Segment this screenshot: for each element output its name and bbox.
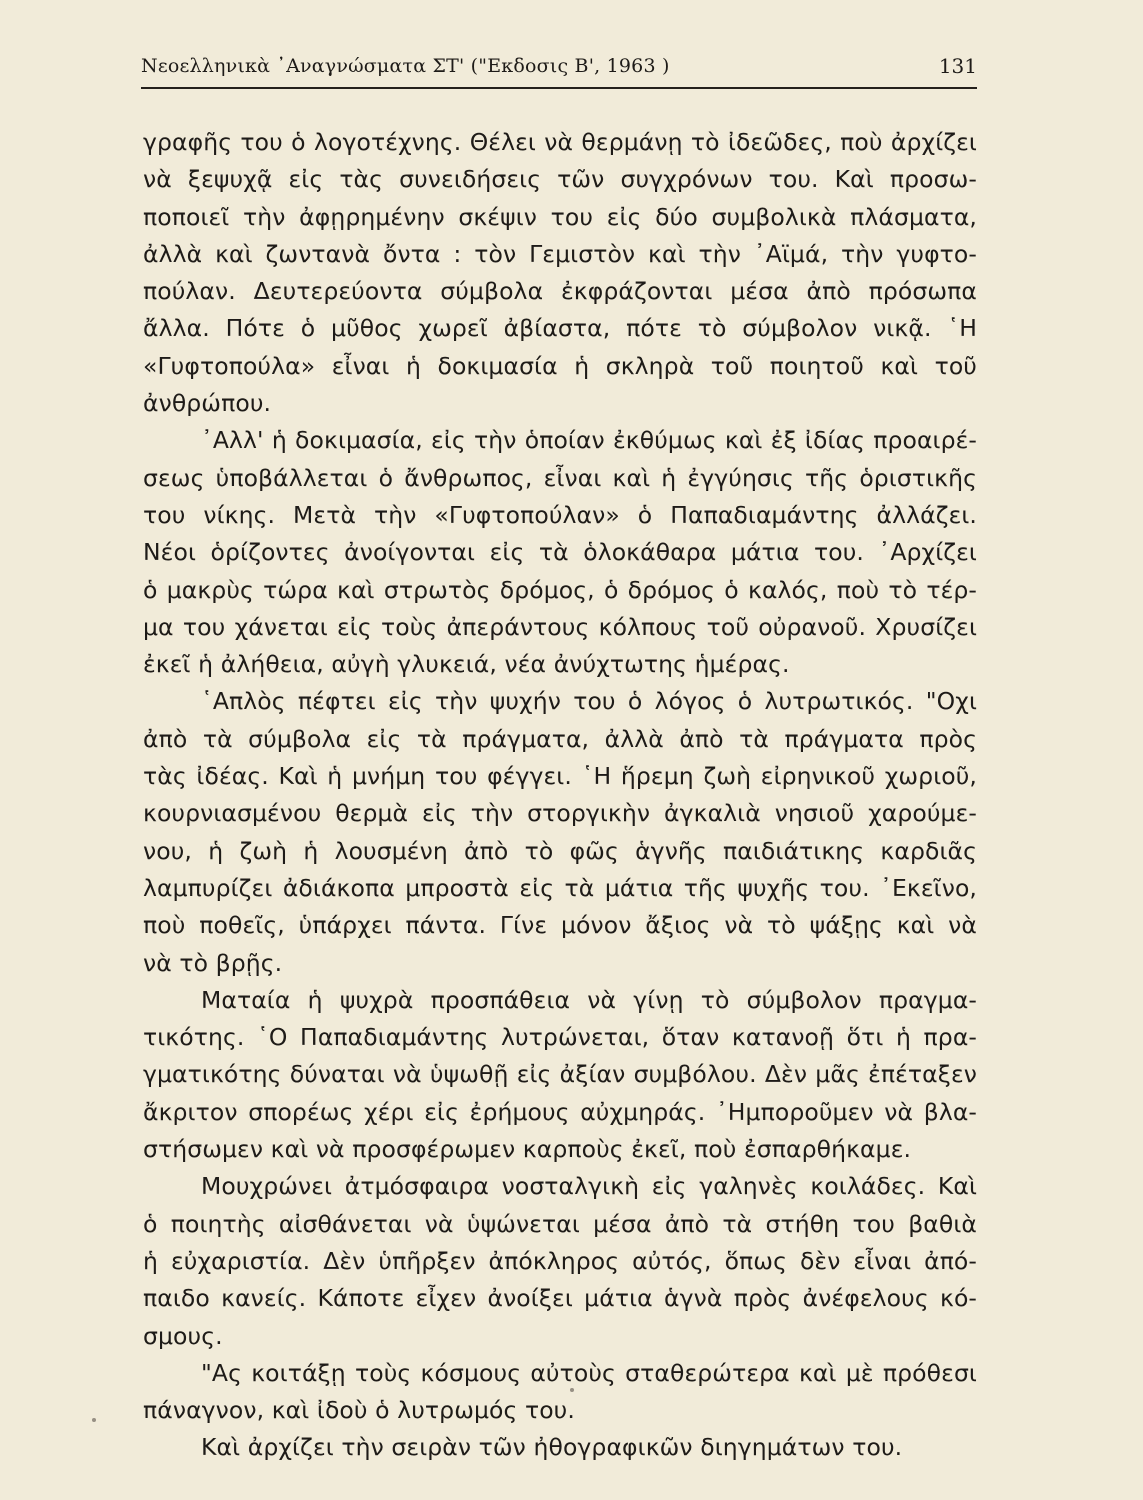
- paragraph: [143, 422, 977, 683]
- text-line: ἄλλα. Πότε ὁ μῦθος χωρεῖ ἀβίαστα, πότε τὸ σύμβολον νικᾷ. ῾Η: [143, 314, 977, 343]
- paragraph: [143, 124, 977, 422]
- body-text: [143, 124, 977, 1467]
- text-line: του νίκης. Μετὰ τὴν «Γυφτοπούλαν» ὁ Παπαδιαμάντης ἀλλάζει.: [143, 500, 977, 529]
- text-line: «Γυφτοπούλα» εἶναι ἡ δοκιμασία ἡ σκληρὰ τοῦ ποιητοῦ καὶ τοῦ: [143, 351, 977, 380]
- paragraph: [143, 982, 977, 1168]
- page-number: 131: [938, 54, 977, 78]
- page-header: [141, 52, 977, 88]
- text-line: νου, ἡ ζωὴ ἡ λουσμένη ἀπὸ τὸ φῶς ἁγνῆς παιδιάτικης καρδιᾶς: [143, 836, 977, 865]
- text-line: ἀλλὰ καὶ ζωντανὰ ὄντα : τὸν Γεμιστὸν καὶ τὴν ᾿Αϊμά, τὴν γυφτο-: [143, 239, 977, 268]
- text-line: νὰ τὸ βρῇς.: [143, 948, 283, 977]
- paragraph: [143, 1168, 977, 1354]
- text-line: ἄκριτον σπορέως χέρι εἰς ἐρήμους αὐχμηράς. ᾿Ημποροῦμεν νὰ βλα-: [143, 1097, 977, 1126]
- paragraph: [143, 683, 977, 981]
- text-line: ὁ ποιητὴς αἰσθάνεται νὰ ὑψώνεται μέσα ἀπὸ τὰ στήθη του βαθιὰ: [143, 1209, 977, 1238]
- paragraph: [143, 1355, 977, 1430]
- text-line: ῾Απλὸς πέφτει εἰς τὴν ψυχήν του ὁ λόγος ὁ λυτρωτικός. "Οχι: [201, 687, 977, 716]
- text-line: γματικότης δύναται νὰ ὑψωθῇ εἰς ἀξίαν συμβόλου. Δὲν μᾶς ἐπέταξεν: [143, 1060, 977, 1089]
- text-line: Καὶ ἀρχίζει τὴν σειρὰν τῶν ἠθογραφικῶν διηγημάτων του.: [201, 1433, 903, 1462]
- text-line: ἀνθρώπου.: [143, 389, 272, 418]
- text-line: "Ας κοιτάξῃ τοὺς κόσμους αὐτοὺς σταθερώτερα καὶ μὲ πρόθεσι: [201, 1358, 977, 1387]
- text-line: λαμπυρίζει ἀδιάκοπα μπροστὰ εἰς τὰ μάτια τῆς ψυχῆς του. ᾿Εκεῖνο,: [143, 873, 977, 902]
- text-line: ποὺ ποθεῖς, ὑπάρχει πάντα. Γίνε μόνον ἄξιος νὰ τὸ ψάξῃς καὶ νὰ: [143, 911, 977, 940]
- text-line: Μουχρώνει ἀτμόσφαιρα νοσταλγικὴ εἰς γαληνὲς κοιλάδες. Καὶ: [201, 1172, 977, 1201]
- text-line: ᾿Αλλ' ἡ δοκιμασία, εἰς τὴν ὁποίαν ἐκθύμως καὶ ἐξ ἰδίας προαιρέ-: [201, 426, 977, 455]
- print-speck: [570, 1388, 574, 1392]
- text-line: τικότης. ῾Ο Παπαδιαμάντης λυτρώνεται, ὅταν κατανοῇ ὅτι ἡ πρα-: [143, 1023, 977, 1052]
- text-line: ποποιεῖ τὴν ἀφῃρημένην σκέψιν του εἰς δύο συμβολικὰ πλάσματα,: [143, 202, 977, 231]
- text-line: ἡ εὐχαριστία. Δὲν ὑπῆρξεν ἀπόκληρος αὐτός, ὅπως δὲν εἶναι ἀπό-: [143, 1246, 977, 1275]
- text-line: ἀπὸ τὰ σύμβολα εἰς τὰ πράγματα, ἀλλὰ ἀπὸ τὰ πράγματα πρὸς: [143, 724, 977, 753]
- paragraph: [143, 1429, 977, 1466]
- text-line: στήσωμεν καὶ νὰ προσφέρωμεν καρποὺς ἐκεῖ, ποὺ ἐσπαρθήκαμε.: [143, 1135, 912, 1164]
- running-head: Νεοελληνικὰ ᾿Αναγνώσματα ΣΤ' ("Εκδοσις Β', 1963 ): [141, 55, 670, 77]
- text-line: μα του χάνεται εἰς τοὺς ἀπεράντους κόλπους τοῦ οὐρανοῦ. Χρυσίζει: [143, 612, 977, 641]
- text-line: τὰς ἰδέας. Καὶ ἡ μνήμη του φέγγει. ῾Η ἥρεμη ζωὴ εἰρηνικοῦ χωριοῦ,: [143, 762, 977, 791]
- text-line: ὁ μακρὺς τώρα καὶ στρωτὸς δρόμος, ὁ δρόμος ὁ καλός, ποὺ τὸ τέρ-: [143, 575, 977, 604]
- text-line: παιδο κανείς. Κάποτε εἶχεν ἀνοίξει μάτια ἁγνὰ πρὸς ἀνέφελους κό-: [143, 1284, 977, 1313]
- header-rule: [141, 87, 977, 89]
- text-line: σεως ὑποβάλλεται ὁ ἄνθρωπος, εἶναι καὶ ἡ ἐγγύησις τῆς ὁριστικῆς: [143, 463, 977, 492]
- text-line: Ματαία ἡ ψυχρὰ προσπάθεια νὰ γίνῃ τὸ σύμβολον πραγμα-: [201, 985, 977, 1014]
- text-line: πούλαν. Δευτερεύοντα σύμβολα ἐκφράζονται μέσα ἀπὸ πρόσωπα: [143, 277, 977, 306]
- print-speck: [92, 1418, 96, 1422]
- text-line: ἐκεῖ ἡ ἀλήθεια, αὐγὴ γλυκειά, νέα ἀνύχτωτης ἡμέρας.: [143, 650, 790, 679]
- text-line: γραφῆς του ὁ λογοτέχνης. Θέλει νὰ θερμάνῃ τὸ ἰδεῶδες, ποὺ ἀρχίζει: [143, 128, 977, 156]
- text-line: κουρνιασμένου θερμὰ εἰς τὴν στοργικὴν ἀγκαλιὰ νησιοῦ χαρούμε-: [143, 799, 977, 828]
- text-line: σμους.: [143, 1321, 223, 1350]
- text-line: Νέοι ὁρίζοντες ἀνοίγονται εἰς τὰ ὁλοκάθαρα μάτια του. ᾿Αρχίζει: [143, 538, 977, 567]
- text-line: νὰ ξεψυχᾷ εἰς τὰς συνειδήσεις τῶν συγχρόνων του. Καὶ προσω-: [143, 165, 977, 194]
- text-line: πάναγνον, καὶ ἰδοὺ ὁ λυτρωμός του.: [143, 1396, 575, 1425]
